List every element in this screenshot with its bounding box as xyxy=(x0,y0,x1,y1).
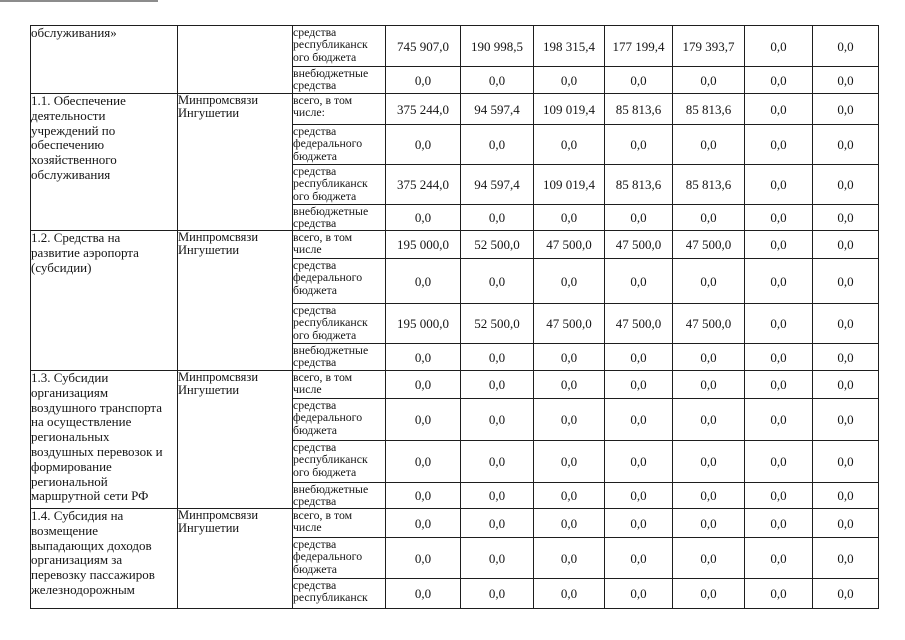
amount-cell: 94 597,4 xyxy=(461,94,534,125)
amount-cell: 109 019,4 xyxy=(534,165,605,205)
amount-cell: 0,0 xyxy=(386,509,461,538)
amount-cell: 0,0 xyxy=(745,125,813,165)
item-name-cell: 1.4. Субсидия на возмещение выпадающих доходов организациям за перевозку пассажиров железнодорожным xyxy=(31,509,178,609)
amount-cell: 0,0 xyxy=(605,509,673,538)
amount-cell: 0,0 xyxy=(534,538,605,579)
amount-cell: 198 315,4 xyxy=(534,26,605,67)
responsible-executor-cell: Минпромсвязи Ингушетии xyxy=(178,94,293,231)
amount-cell: 0,0 xyxy=(534,399,605,441)
item-name-cell: 1.3. Субсидии организациям воздушного транспорта на осуществление региональных воздушных перевозок и формирование региональной маршрутной сети РФ xyxy=(31,371,178,509)
amount-cell: 0,0 xyxy=(534,344,605,371)
amount-cell: 85 813,6 xyxy=(605,94,673,125)
amount-cell: 0,0 xyxy=(813,344,879,371)
funding-source-cell: средства республиканск ого бюджета xyxy=(293,304,386,344)
amount-cell: 0,0 xyxy=(813,125,879,165)
amount-cell: 0,0 xyxy=(673,125,745,165)
amount-cell: 47 500,0 xyxy=(605,304,673,344)
amount-cell: 85 813,6 xyxy=(673,165,745,205)
funding-source-cell: всего, в том числе: xyxy=(293,94,386,125)
amount-cell: 0,0 xyxy=(386,67,461,94)
amount-cell: 0,0 xyxy=(461,441,534,483)
amount-cell: 47 500,0 xyxy=(673,304,745,344)
funding-source-cell: средства федерального бюджета xyxy=(293,538,386,579)
funding-source-cell: средства республиканск ого бюджета xyxy=(293,165,386,205)
amount-cell: 0,0 xyxy=(461,125,534,165)
amount-cell: 0,0 xyxy=(605,483,673,509)
amount-cell: 0,0 xyxy=(813,26,879,67)
amount-cell: 0,0 xyxy=(673,205,745,231)
amount-cell: 375 244,0 xyxy=(386,94,461,125)
amount-cell: 0,0 xyxy=(605,399,673,441)
amount-cell: 195 000,0 xyxy=(386,231,461,259)
responsible-executor-cell: Минпромсвязи Ингушетии xyxy=(178,509,293,609)
amount-cell: 0,0 xyxy=(534,67,605,94)
amount-cell: 47 500,0 xyxy=(605,231,673,259)
amount-cell: 179 393,7 xyxy=(673,26,745,67)
item-name-cell: обслуживания» xyxy=(31,26,178,94)
scan-edge-mark xyxy=(0,0,158,2)
amount-cell: 0,0 xyxy=(605,538,673,579)
funding-source-cell: внебюджетные средства xyxy=(293,344,386,371)
amount-cell: 0,0 xyxy=(534,441,605,483)
amount-cell: 0,0 xyxy=(386,125,461,165)
table-row xyxy=(31,94,879,125)
amount-cell: 0,0 xyxy=(386,344,461,371)
amount-cell: 47 500,0 xyxy=(673,231,745,259)
amount-cell: 0,0 xyxy=(673,344,745,371)
amount-cell: 0,0 xyxy=(813,231,879,259)
amount-cell: 85 813,6 xyxy=(605,165,673,205)
amount-cell: 0,0 xyxy=(605,371,673,399)
amount-cell: 0,0 xyxy=(386,259,461,304)
amount-cell: 0,0 xyxy=(534,259,605,304)
amount-cell: 0,0 xyxy=(673,509,745,538)
amount-cell: 0,0 xyxy=(461,509,534,538)
amount-cell: 0,0 xyxy=(461,538,534,579)
amount-cell: 0,0 xyxy=(673,259,745,304)
table-row xyxy=(31,231,879,259)
amount-cell: 47 500,0 xyxy=(534,304,605,344)
responsible-executor-cell: Минпромсвязи Ингушетии xyxy=(178,371,293,509)
item-name-cell: 1.1. Обеспечение деятельности учреждений по обеспечению хозяйственного обслуживания xyxy=(31,94,178,231)
amount-cell: 0,0 xyxy=(745,371,813,399)
amount-cell: 0,0 xyxy=(461,205,534,231)
funding-source-cell: внебюджетные средства xyxy=(293,205,386,231)
amount-cell: 0,0 xyxy=(534,205,605,231)
amount-cell: 0,0 xyxy=(673,371,745,399)
table-body xyxy=(31,26,879,609)
amount-cell: 0,0 xyxy=(813,483,879,509)
amount-cell: 0,0 xyxy=(813,579,879,609)
amount-cell: 0,0 xyxy=(386,399,461,441)
table-row xyxy=(31,371,879,399)
amount-cell: 0,0 xyxy=(673,538,745,579)
amount-cell: 0,0 xyxy=(461,344,534,371)
amount-cell: 190 998,5 xyxy=(461,26,534,67)
amount-cell: 0,0 xyxy=(605,205,673,231)
funding-source-cell: средства республиканск xyxy=(293,579,386,609)
funding-source-cell: средства республиканск ого бюджета xyxy=(293,441,386,483)
amount-cell: 47 500,0 xyxy=(534,231,605,259)
amount-cell: 0,0 xyxy=(673,67,745,94)
funding-source-cell: средства федерального бюджета xyxy=(293,399,386,441)
amount-cell: 85 813,6 xyxy=(673,94,745,125)
amount-cell: 0,0 xyxy=(534,483,605,509)
amount-cell: 0,0 xyxy=(386,205,461,231)
amount-cell: 0,0 xyxy=(813,538,879,579)
amount-cell: 0,0 xyxy=(461,371,534,399)
amount-cell: 0,0 xyxy=(745,483,813,509)
funding-source-cell: средства республиканск ого бюджета xyxy=(293,26,386,67)
amount-cell: 0,0 xyxy=(461,399,534,441)
amount-cell: 0,0 xyxy=(813,371,879,399)
amount-cell: 0,0 xyxy=(813,205,879,231)
table-row xyxy=(31,26,879,67)
amount-cell: 0,0 xyxy=(745,579,813,609)
amount-cell: 177 199,4 xyxy=(605,26,673,67)
funding-source-cell: всего, в том числе xyxy=(293,231,386,259)
amount-cell: 0,0 xyxy=(461,483,534,509)
amount-cell: 0,0 xyxy=(534,125,605,165)
amount-cell: 0,0 xyxy=(813,509,879,538)
amount-cell: 0,0 xyxy=(745,538,813,579)
amount-cell: 0,0 xyxy=(745,231,813,259)
amount-cell: 0,0 xyxy=(534,371,605,399)
funding-source-cell: средства федерального бюджета xyxy=(293,125,386,165)
amount-cell: 0,0 xyxy=(673,441,745,483)
amount-cell: 0,0 xyxy=(386,371,461,399)
amount-cell: 52 500,0 xyxy=(461,231,534,259)
amount-cell: 0,0 xyxy=(745,94,813,125)
amount-cell: 0,0 xyxy=(745,399,813,441)
amount-cell: 0,0 xyxy=(673,579,745,609)
amount-cell: 0,0 xyxy=(673,399,745,441)
funding-source-cell: всего, в том числе xyxy=(293,509,386,538)
amount-cell: 0,0 xyxy=(745,205,813,231)
amount-cell: 94 597,4 xyxy=(461,165,534,205)
amount-cell: 0,0 xyxy=(745,67,813,94)
funding-source-cell: внебюджетные средства xyxy=(293,483,386,509)
amount-cell: 109 019,4 xyxy=(534,94,605,125)
amount-cell: 0,0 xyxy=(813,399,879,441)
amount-cell: 0,0 xyxy=(534,509,605,538)
amount-cell: 0,0 xyxy=(813,67,879,94)
amount-cell: 0,0 xyxy=(461,579,534,609)
amount-cell: 0,0 xyxy=(534,579,605,609)
funding-source-cell: внебюджетные средства xyxy=(293,67,386,94)
amount-cell: 0,0 xyxy=(386,441,461,483)
amount-cell: 52 500,0 xyxy=(461,304,534,344)
amount-cell: 0,0 xyxy=(813,441,879,483)
budget-table xyxy=(30,25,879,609)
amount-cell: 0,0 xyxy=(745,441,813,483)
item-name-cell: 1.2. Средства на развитие аэропорта (субсидии) xyxy=(31,231,178,371)
amount-cell: 0,0 xyxy=(813,165,879,205)
amount-cell: 0,0 xyxy=(745,165,813,205)
amount-cell: 0,0 xyxy=(461,67,534,94)
amount-cell: 0,0 xyxy=(605,125,673,165)
amount-cell: 0,0 xyxy=(745,509,813,538)
amount-cell: 0,0 xyxy=(745,304,813,344)
responsible-executor-cell xyxy=(178,26,293,94)
amount-cell: 375 244,0 xyxy=(386,165,461,205)
amount-cell: 0,0 xyxy=(386,483,461,509)
amount-cell: 0,0 xyxy=(605,441,673,483)
amount-cell: 0,0 xyxy=(745,259,813,304)
amount-cell: 0,0 xyxy=(386,579,461,609)
amount-cell: 0,0 xyxy=(745,26,813,67)
amount-cell: 0,0 xyxy=(605,579,673,609)
amount-cell: 0,0 xyxy=(386,538,461,579)
amount-cell: 0,0 xyxy=(605,259,673,304)
amount-cell: 0,0 xyxy=(461,259,534,304)
table-row xyxy=(31,509,879,538)
amount-cell: 0,0 xyxy=(605,344,673,371)
amount-cell: 0,0 xyxy=(745,344,813,371)
amount-cell: 745 907,0 xyxy=(386,26,461,67)
amount-cell: 0,0 xyxy=(813,259,879,304)
responsible-executor-cell: Минпромсвязи Ингушетии xyxy=(178,231,293,371)
amount-cell: 0,0 xyxy=(673,483,745,509)
amount-cell: 0,0 xyxy=(813,94,879,125)
amount-cell: 195 000,0 xyxy=(386,304,461,344)
funding-source-cell: всего, в том числе xyxy=(293,371,386,399)
funding-source-cell: средства федерального бюджета xyxy=(293,259,386,304)
amount-cell: 0,0 xyxy=(813,304,879,344)
amount-cell: 0,0 xyxy=(605,67,673,94)
